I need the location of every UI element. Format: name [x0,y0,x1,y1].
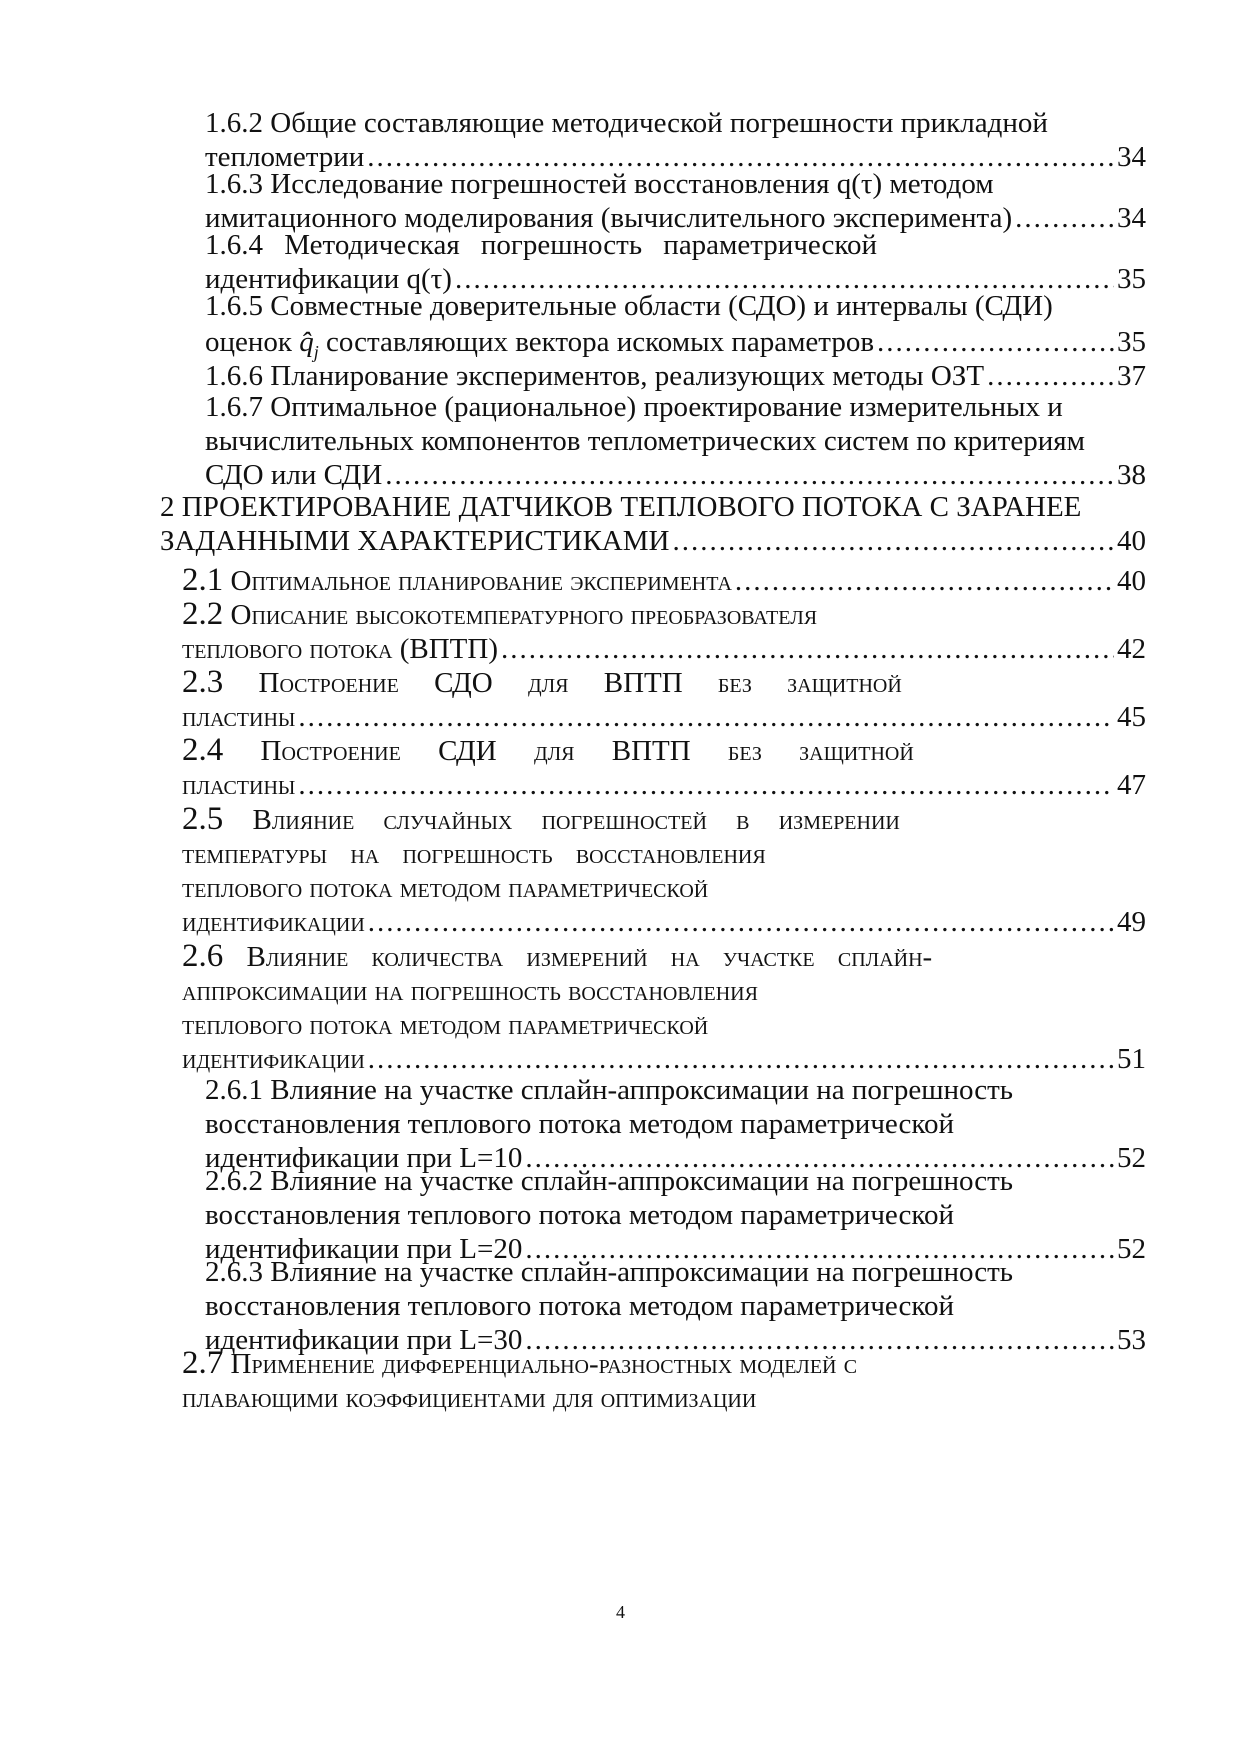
toc-entry-2-6-3[interactable] [205,1255,1146,1357]
toc-entry-2[interactable] [160,490,1146,558]
toc-title: идентификации при L=10 [205,1142,523,1174]
toc-entry-1-6-3[interactable] [205,167,1146,235]
toc-entry-2-7[interactable] [182,1346,1146,1415]
page-ref: 49 [1117,906,1146,938]
page-ref: 34 [1117,141,1146,173]
toc-title: идентификации [182,1043,365,1075]
toc-entry-2-6-2[interactable] [205,1164,1146,1266]
leader-dots [298,768,1114,802]
toc-title: идентификации q(τ) [205,263,452,295]
leader-dots [877,325,1114,359]
leader-dots [298,700,1114,734]
page-ref: 35 [1117,263,1146,295]
section-number: 2.7 [182,1346,224,1381]
toc-line: 1.6.4 Методическая погрешность параметрической [205,229,878,261]
toc-line: Описание высокотемпературного преобразователя [230,599,818,631]
toc-title: оценок $q̂_j$ составляющих вектора искомых параметров [205,326,875,362]
toc-title: идентификации [182,906,365,938]
toc-line: восстановления теплового потока методом параметрической [205,1199,955,1231]
page-ref: 37 [1117,360,1146,392]
toc-line: Влияние количества измерений на участке сплайн- [246,941,933,973]
page-ref: 52 [1117,1233,1146,1265]
page-ref: 42 [1117,633,1146,665]
page-number: 4 [616,1602,625,1622]
toc-entry-1-6-2[interactable] [205,106,1146,174]
toc-entry-1-6-7[interactable] [205,390,1146,492]
toc-title: имитационного моделирования (вычислительного эксперимента) [205,202,1013,234]
toc-title: пластины [182,769,296,801]
toc-line: плавающими коэффициентами для оптимизации [182,1382,757,1414]
toc-line: восстановления теплового потока методом параметрической [205,1108,955,1140]
toc-title: ЗАДАННЫМИ ХАРАКТЕРИСТИКАМИ [160,525,670,557]
toc-line: 2.6.3 Влияние на участке сплайн-аппроксимации на погрешность [205,1256,1014,1288]
toc-entry-1-6-4[interactable] [205,228,1146,296]
toc-title: СДО или СДИ [205,459,383,491]
toc-entry-2-3[interactable] [182,665,1146,734]
toc-line: восстановления теплового потока методом параметрической [205,1290,955,1322]
page-ref: 40 [1117,525,1146,557]
toc-title: теплового потока (ВПТП) [182,633,498,665]
leader-dots [672,524,1114,558]
toc-line: Построение СДИ для ВПТП без защитной [260,735,914,767]
leader-dots [987,359,1114,393]
toc-line: теплового потока методом параметрической [182,872,709,904]
leader-dots [735,564,1114,598]
toc-entry-2-4[interactable] [182,733,1146,802]
toc-line: 1.6.5 Совместные доверительные области (СДО) и интервалы (СДИ) [205,290,1053,322]
toc-entry-1-6-5[interactable] [205,289,1146,369]
toc-entry-1-6-6[interactable] [205,359,1146,393]
page-ref: 34 [1117,202,1146,234]
toc-line: вычислительных компонентов теплометрических систем по критериям [205,425,1085,457]
page-ref: 40 [1117,565,1146,597]
toc-title: пластины [182,701,296,733]
section-number: 2.1 [182,562,224,598]
section-number: 2.6 [182,939,224,974]
toc-title: 1.6.6 Планирование экспериментов, реализующих методы ОЗТ [205,360,985,392]
toc-entry-2-2[interactable] [182,597,1146,666]
page-ref: 53 [1117,1324,1146,1356]
page-ref: 45 [1117,701,1146,733]
toc-line: 2.6.2 Влияние на участке сплайн-аппроксимации на погрешность [205,1165,1014,1197]
page-ref: 38 [1117,459,1146,491]
toc-line: аппроксимации на погрешность восстановления [182,975,758,1007]
toc-line: Влияние случайных погрешностей в измерении [252,804,900,836]
section-number: 2.5 [182,802,224,837]
toc-line: 1.6.3 Исследование погрешностей восстановления q(τ) методом [205,168,994,200]
page-ref: 35 [1117,326,1146,358]
page-ref: 52 [1117,1142,1146,1174]
q-hat-symbol: q̂ [299,326,314,358]
page-ref: 47 [1117,769,1146,801]
page-ref: 51 [1117,1043,1146,1075]
leader-dots [368,1042,1114,1076]
section-number: 2.3 [182,665,224,700]
toc-line: 2.6.1 Влияние на участке сплайн-аппроксимации на погрешность [205,1074,1014,1106]
toc-entry-2-1[interactable] [182,563,1146,598]
toc-entry-2-5[interactable] [182,802,1146,939]
section-number: 2.2 [182,597,224,632]
toc-line: 1.6.2 Общие составляющие методической погрешности прикладной [205,107,1048,139]
leader-dots [368,905,1114,939]
toc-line: температуры на погрешность восстановления [182,838,766,870]
toc-entry-2-6-1[interactable] [205,1073,1146,1175]
toc-line: теплового потока методом параметрической [182,1009,709,1041]
toc-line: Применение дифференциально-разностных моделей с [230,1348,858,1380]
toc-line: Построение СДО для ВПТП без защитной [258,667,902,699]
toc-title: идентификации при L=20 [205,1233,523,1265]
toc-title: Оптимальное планирование эксперимента [230,565,732,597]
section-number: 2.4 [182,733,224,768]
toc-title: теплометрии [205,141,365,173]
leader-dots [501,632,1114,666]
leader-dots [385,458,1114,492]
toc-entry-2-6[interactable] [182,939,1146,1076]
toc-title: идентификации при L=30 [205,1324,523,1356]
toc-line: 1.6.7 Оптимальное (рациональное) проектирование измерительных и [205,391,1063,423]
toc-line: 2 ПРОЕКТИРОВАНИЕ ДАТЧИКОВ ТЕПЛОВОГО ПОТОКА С ЗАРАНЕЕ [160,491,1082,523]
